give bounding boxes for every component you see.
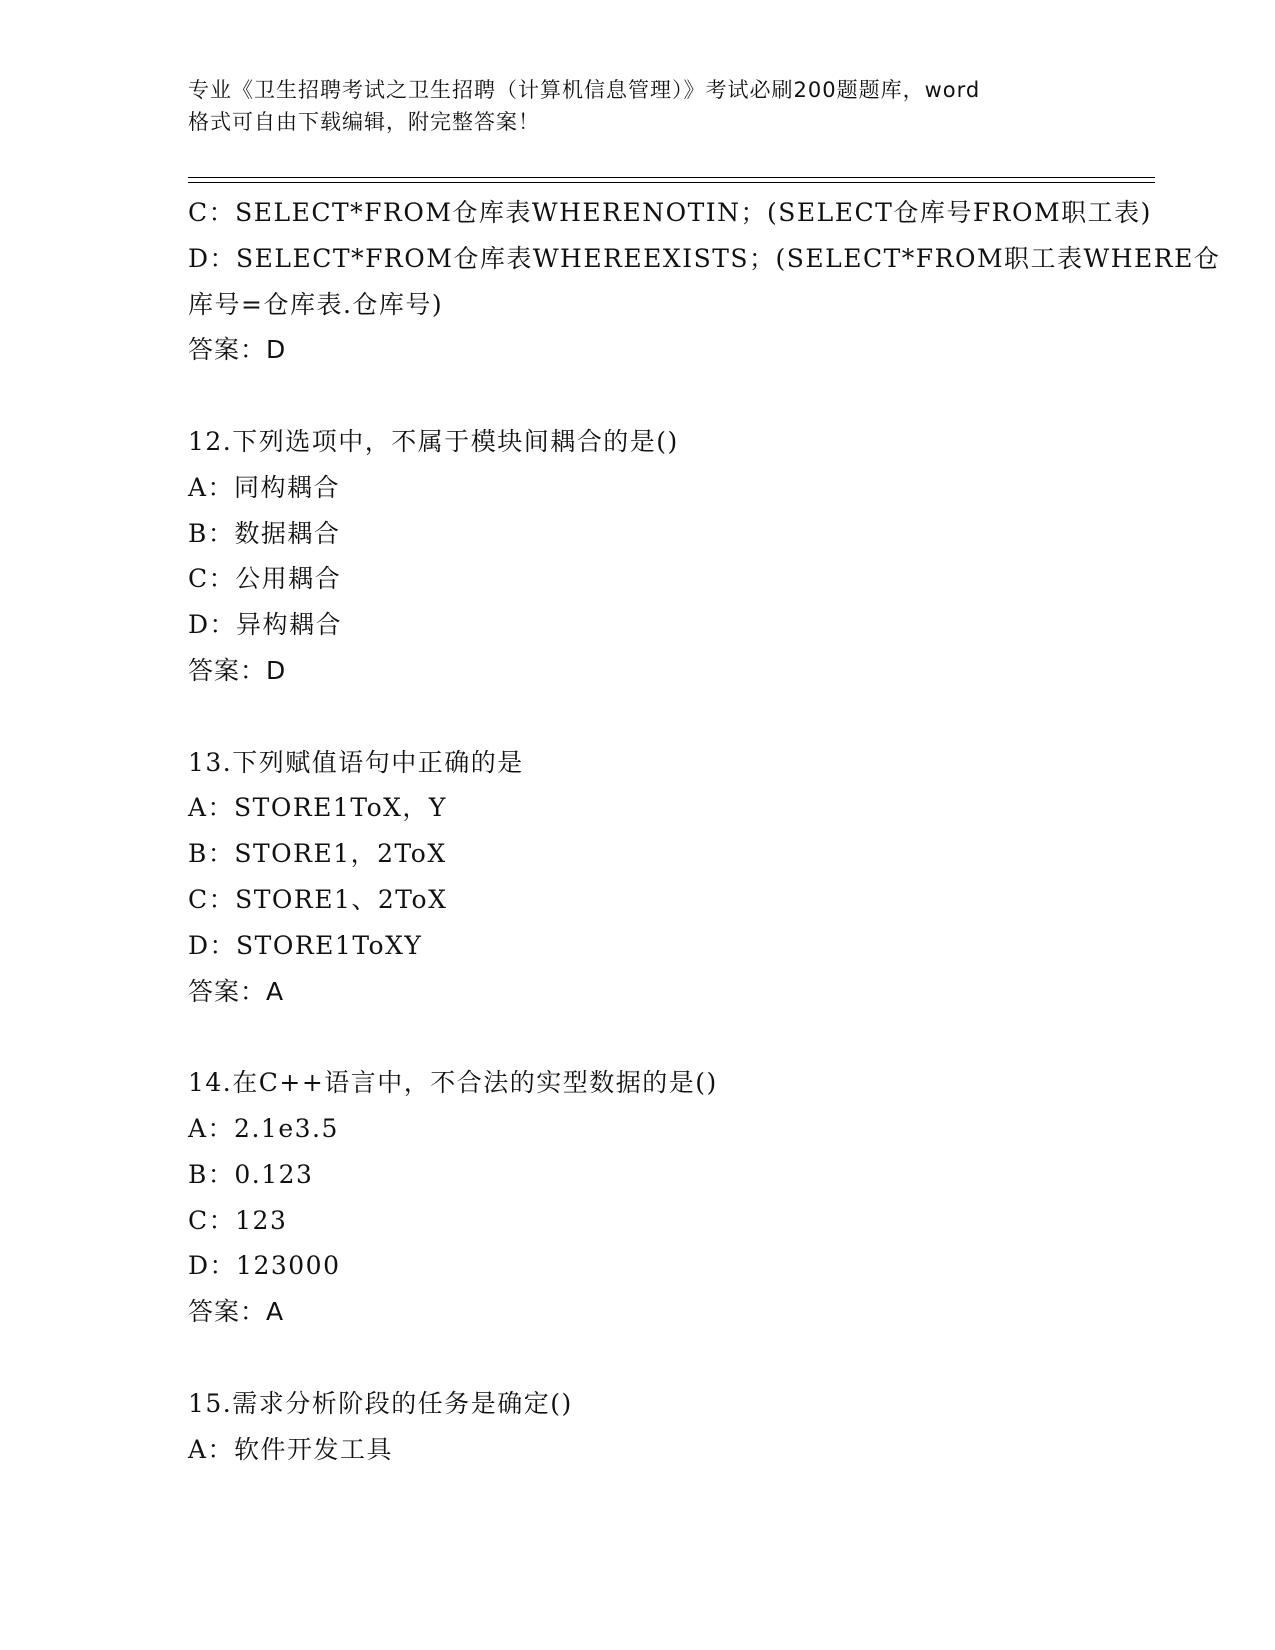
question-11-tail	[188, 190, 1221, 373]
option-b: B：STORE1，2ToX	[188, 839, 447, 869]
question-list	[188, 190, 1221, 1472]
option-a: A：同构耦合	[188, 472, 341, 502]
spacer	[188, 373, 1148, 419]
spacer	[188, 694, 1148, 740]
option-b: B：0.123	[188, 1159, 314, 1189]
option-c: C：STORE1、2ToX	[188, 884, 448, 914]
option-a: A：STORE1ToX，Y	[188, 793, 447, 823]
question-text: 15.需求分析阶段的任务是确定()	[188, 1388, 573, 1418]
spacer	[188, 1335, 1148, 1381]
document-header	[188, 74, 1088, 138]
question-13	[188, 740, 1148, 1015]
header-title-line-1: 专业《卫生招聘考试之卫生招聘（计算机信息管理）》考试必刷200题题库，word	[188, 78, 981, 102]
question-12	[188, 419, 1148, 694]
header-title-line-2: 格式可自由下载编辑，附完整答案！	[188, 110, 540, 134]
question-text: 12.下列选项中，不属于模块间耦合的是()	[188, 426, 679, 456]
option-d: D：STORE1ToXY	[188, 930, 423, 960]
question-15	[188, 1381, 1148, 1473]
header-divider-bottom	[188, 182, 1155, 183]
option-a: A：软件开发工具	[188, 1434, 394, 1464]
option-a: A：2.1e3.5	[188, 1113, 339, 1143]
question-14	[188, 1060, 1148, 1335]
answer: 答案：D	[188, 655, 287, 685]
spacer	[188, 1014, 1148, 1060]
question-text: 14.在C++语言中，不合法的实型数据的是()	[188, 1068, 718, 1098]
option-c: C：SELECT*FROM仓库表WHERENOTIN；(SELECT仓库号FROM职工表)	[188, 198, 1152, 227]
option-d: D：123000	[188, 1251, 341, 1281]
answer: 答案：D	[188, 335, 287, 365]
option-d-continued: 库号=仓库表.仓库号)	[188, 289, 444, 319]
question-text: 13.下列赋值语句中正确的是	[188, 747, 524, 777]
answer: 答案：A	[188, 1297, 285, 1327]
header-divider-top	[188, 177, 1155, 178]
option-c: C：公用耦合	[188, 564, 342, 594]
answer: 答案：A	[188, 976, 285, 1006]
option-b: B：数据耦合	[188, 518, 341, 548]
option-d: D：异构耦合	[188, 610, 343, 640]
option-d: D：SELECT*FROM仓库表WHEREEXISTS；(SELECT*FROM职工表WHERE仓	[188, 243, 1221, 273]
option-c: C：123	[188, 1205, 288, 1235]
